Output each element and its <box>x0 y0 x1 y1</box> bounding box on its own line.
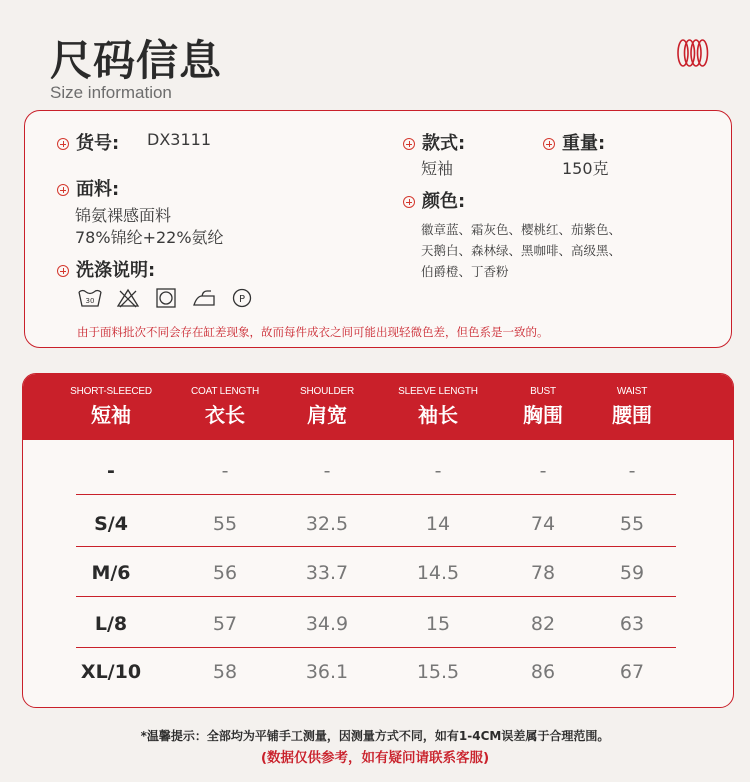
column-header <box>46 386 176 428</box>
measurement-cell: 67 <box>619 661 645 683</box>
measurement-cell: 55 <box>619 513 645 535</box>
measurement-cell: 36.1 <box>305 661 349 683</box>
item-no-label: 货号: <box>57 129 119 155</box>
column-header-zh: 衣长 <box>205 403 245 427</box>
style-value: 短袖 <box>421 159 454 178</box>
column-header-zh: 短袖 <box>91 403 131 427</box>
column-header-en: SHOULDER <box>300 386 354 397</box>
colors-label: 颜色: <box>403 187 465 213</box>
svg-text:P: P <box>238 294 246 305</box>
svg-text:30: 30 <box>85 297 95 305</box>
page-title: 尺码信息 <box>50 36 223 85</box>
color-disclaimer: 由于面料批次不同会存在缸差现象，故而每件成衣之间可能出现轻微色差，但色系是一致的。 <box>77 325 549 339</box>
column-header-en: SHORT-SLEECED <box>70 386 152 397</box>
fabric-line: 78%锦纶+22%氨纶 <box>75 228 224 247</box>
dry-clean-p-icon <box>229 287 255 309</box>
fabric-line: 锦氨裸感面料 <box>75 206 172 225</box>
size-label-cell: S/4 <box>94 513 128 535</box>
measurement-cell: 33.7 <box>305 562 349 584</box>
fabric-label: 面料: <box>57 175 119 201</box>
iron-icon <box>191 287 217 309</box>
weight-value: 150克 <box>562 159 609 178</box>
measurement-cell: 34.9 <box>305 613 349 635</box>
column-header-en: COAT LENGTH <box>191 386 259 397</box>
plus-circle-icon <box>543 138 555 150</box>
measurement-cell: 63 <box>619 613 645 635</box>
measurement-cell: - <box>323 460 331 482</box>
plus-circle-icon <box>57 265 69 277</box>
plus-circle-icon <box>403 138 415 150</box>
item-no-value: DX3111 <box>147 130 211 149</box>
measurement-cell: 59 <box>619 562 645 584</box>
product-info-card <box>24 110 732 348</box>
page-subtitle: Size information <box>50 83 172 102</box>
row-divider <box>76 647 676 648</box>
column-header-en: SLEEVE LENGTH <box>398 386 478 397</box>
column-header-zh: 腰围 <box>612 403 652 427</box>
measurement-cell: - <box>628 460 636 482</box>
row-divider <box>76 494 676 495</box>
row-divider <box>76 546 676 547</box>
style-label: 款式: <box>403 129 465 155</box>
column-header-zh: 胸围 <box>523 403 563 427</box>
column-header-en: BUST <box>530 386 556 397</box>
measurement-cell: - <box>434 460 442 482</box>
measurement-cell: 86 <box>530 661 556 683</box>
measurement-cell: 78 <box>530 562 556 584</box>
plus-circle-icon <box>57 184 69 196</box>
column-header <box>567 386 697 428</box>
measurement-cell: 32.5 <box>305 513 349 535</box>
care-label: 洗涤说明: <box>57 256 155 282</box>
size-label-cell: XL/10 <box>80 661 142 683</box>
size-chart-card <box>22 373 734 708</box>
weight-label: 重量: <box>543 129 605 155</box>
measurement-cell: 58 <box>212 661 238 683</box>
measurement-cell: 15.5 <box>416 661 460 683</box>
measurement-cell: 57 <box>212 613 238 635</box>
rings-logo-icon <box>676 38 710 68</box>
colors-line: 天鹅白、森林绿、黑咖啡、高级黑、 <box>421 243 622 258</box>
size-table-header <box>23 374 733 440</box>
measurement-cell: 55 <box>212 513 238 535</box>
measurement-cell: 14.5 <box>416 562 460 584</box>
column-header-zh: 肩宽 <box>307 403 347 427</box>
measurement-cell: - <box>221 460 229 482</box>
size-label-cell: M/6 <box>91 562 131 584</box>
column-header-en: WAIST <box>616 386 648 397</box>
measurement-cell: 15 <box>425 613 451 635</box>
colors-line: 徽章蓝、霜灰色、樱桃红、茄紫色、 <box>421 222 622 237</box>
reference-note: (数据仅供参考，如有疑问请联系客服) <box>260 750 490 766</box>
measurement-cell: - <box>539 460 547 482</box>
measurement-cell: 14 <box>425 513 451 535</box>
measurement-cell: 56 <box>212 562 238 584</box>
colors-line: 伯爵橙、丁香粉 <box>421 264 509 279</box>
size-label-cell: - <box>107 460 115 482</box>
plus-circle-icon <box>403 196 415 208</box>
measurement-cell: 74 <box>530 513 556 535</box>
care-icons <box>77 287 255 309</box>
column-header-zh: 袖长 <box>418 403 458 427</box>
tumble-dry-icon <box>153 287 179 309</box>
measurement-cell: 82 <box>530 613 556 635</box>
measurement-tip: *温馨提示：全部均为平铺手工测量，因测量方式不同，如有1-4CM误差属于合理范围。 <box>140 729 610 743</box>
no-bleach-icon <box>115 287 141 309</box>
wash-30-icon <box>77 287 103 309</box>
plus-circle-icon <box>57 138 69 150</box>
row-divider <box>76 596 676 597</box>
size-label-cell: L/8 <box>94 613 128 635</box>
